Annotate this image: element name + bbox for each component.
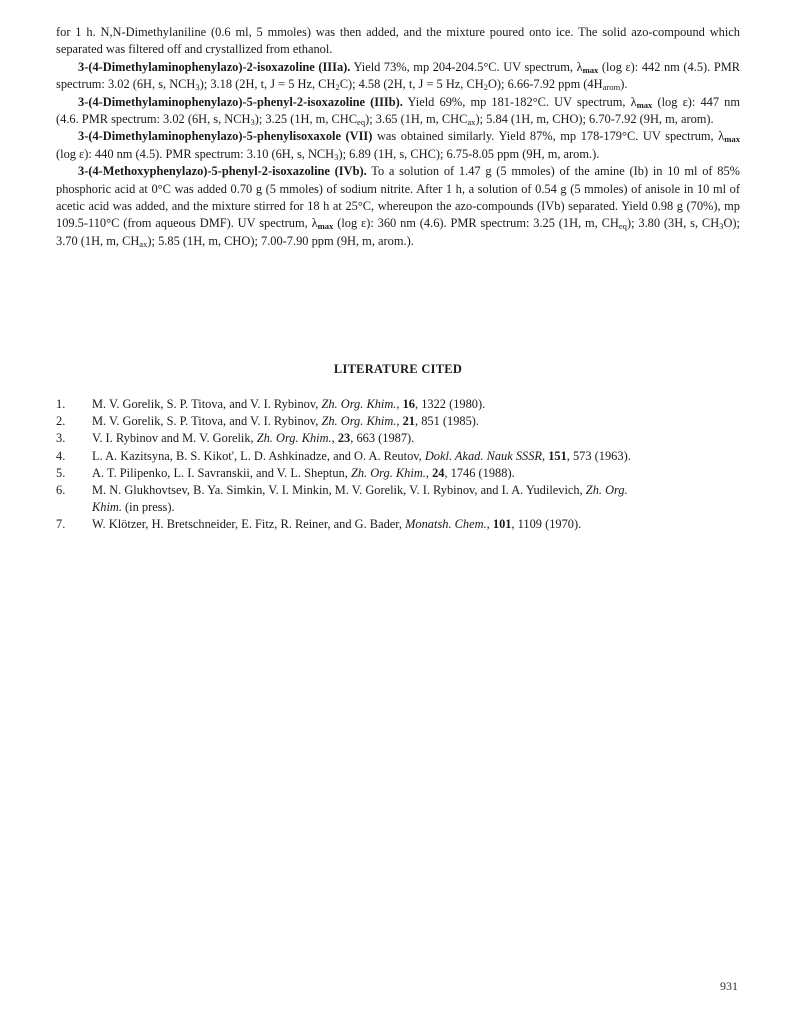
reference-item	[56, 482, 740, 516]
reference-separator: ,	[486, 517, 493, 532]
compound-ivb-paragraph	[56, 163, 740, 250]
text-segment: (log ε): 360 nm (4.6). PMR spectrum: 3.25 (1H, m, CH	[333, 216, 619, 231]
reference-pages-year: , 573 (1963).	[566, 448, 631, 463]
text-segment: Yield 69%, mp 181-182°C. UV spectrum, λ	[402, 94, 637, 109]
reference-volume: 24	[432, 465, 445, 480]
reference-text	[92, 413, 740, 430]
text-segment: (log ε): 440 nm (4.5). PMR spectrum: 3.10 (6H, s, NCH	[56, 146, 335, 161]
reference-journal: Zh. Org. Khim.	[321, 414, 397, 429]
reference-text	[92, 465, 740, 482]
page-body	[56, 24, 741, 532]
compound-ivb-title: 3-(4-Methoxyphenylazo)-5-phenyl-2-isoxazoline (IVb).	[78, 164, 367, 179]
reference-authors: W. Klötzer, H. Bretschneider, E. Fitz, R. Reiner, and G. Bader,	[92, 517, 406, 532]
reference-journal: Zh. Org. Khim.	[350, 465, 426, 480]
reference-authors: V. I. Rybinov and M. V. Gorelik,	[92, 431, 257, 446]
text-segment: ).	[620, 77, 628, 92]
reference-separator: ,	[425, 465, 433, 480]
literature-heading: LITERATURE CITED	[333, 362, 463, 376]
reference-row	[56, 516, 740, 533]
reference-text	[92, 396, 740, 413]
reference-separator: ,	[541, 448, 549, 463]
subscript: eq	[618, 221, 627, 232]
reference-journal: Zh. Org.	[585, 483, 628, 498]
reference-item	[56, 448, 740, 465]
text-segment: C); 4.58 (2H, t, J = 5 Hz, CH	[339, 77, 484, 92]
reference-item	[56, 465, 740, 482]
subscript: ax	[467, 117, 476, 128]
reference-number: 2.	[56, 414, 66, 429]
subscript: max	[317, 221, 334, 232]
subscript: arom	[602, 82, 621, 93]
reference-separator: ,	[331, 431, 338, 446]
reference-number: 4.	[56, 448, 66, 463]
reference-volume: 16	[402, 397, 415, 411]
intro-text: for 1 h. N,N-Dimethylaniline (0.6 ml, 5 mmoles) was then added, and the mixture poured onto ice. The solid azo-compound which separated was filtered off and crystallized from ethanol.	[56, 25, 740, 57]
text-segment: ); 3.80 (3H, s, CH	[626, 216, 720, 231]
subscript: max	[636, 99, 653, 110]
reference-journal: Zh. Org. Khim.	[256, 431, 332, 446]
subscript: 3	[195, 82, 200, 93]
reference-text	[92, 430, 740, 447]
text-segment: To a solution of 1.47 g (5 mmoles) of the amine (Ib) in 10 ml of 85% phosphoric acid at 0°C was added 0.70 g (5 mmoles) of sodium nitrite. After 1 h, a solution of 0.54 g (5 mmoles) of anisole in 10 ml of acetic acid was added, and the mixture stirred for 18 h at 25°C, whereupon the azo-compounds (IVb) separated. Yield 0.98 g (70%), mp 109.5-110°C (from aqueous DMF). UV spectrum, λ	[56, 164, 741, 231]
reference-list	[56, 396, 740, 534]
reference-continuation	[56, 499, 740, 516]
reference-volume: 21	[402, 414, 415, 429]
text-segment: (log ε): 447 nm (4.6. PMR spectrum: 3.02 (6H, s, NCH	[56, 94, 741, 127]
reference-row	[56, 430, 740, 447]
reference-journal: Dokl. Akad. Nauk SSSR	[424, 448, 542, 463]
intro-paragraph	[56, 24, 740, 59]
text-segment: Yield 73%, mp 204-204.5°C. UV spectrum, λ	[350, 59, 583, 74]
subscript: max	[582, 64, 599, 75]
subscript: eq	[357, 117, 366, 128]
text-segment: ); 3.65 (1H, m, CHC	[365, 112, 468, 127]
subscript: 3	[334, 151, 339, 162]
subscript: 3	[250, 117, 255, 128]
compound-iiia-title: 3-(4-Dimethylaminophenylazo)-2-isoxazoline (IIIa).	[78, 59, 351, 74]
reference-pages-year: , 1109 (1970).	[511, 517, 582, 532]
subscript: 2	[335, 82, 340, 93]
subscript: 2	[483, 82, 488, 93]
text-segment: (log ε): 442 nm (4.5). PMR spectrum: 3.02 (6H, s, NCH	[56, 59, 740, 92]
reference-number: 5.	[56, 465, 66, 480]
reference-authors: M. V. Gorelik, S. P. Titova, and V. I. Rybinov,	[92, 397, 322, 411]
reference-pages-year: , 663 (1987).	[350, 431, 415, 446]
subscript: max	[724, 134, 740, 145]
reference-authors: M. V. Gorelik, S. P. Titova, and V. I. Rybinov,	[92, 414, 322, 429]
subscript: 3	[719, 221, 724, 232]
reference-text	[92, 448, 740, 465]
reference-item	[56, 516, 740, 533]
compound-iiia-paragraph	[56, 59, 740, 94]
compound-vii-paragraph	[56, 128, 740, 163]
reference-note: (in press).	[121, 500, 175, 515]
reference-journal: Monatsh. Chem.	[405, 517, 487, 532]
text-segment: ); 3.25 (1H, m, CHC	[254, 112, 357, 127]
page-number: 931	[720, 979, 738, 993]
text-segment: ); 5.85 (1H, m, CHO); 7.00-7.90 ppm (9H, m, arom.).	[147, 233, 414, 248]
reference-volume: 151	[548, 448, 567, 463]
reference-number: 3.	[56, 431, 66, 446]
reference-volume: 101	[492, 517, 512, 532]
reference-item	[56, 413, 740, 430]
reference-pages-year: , 851 (1985).	[415, 414, 480, 429]
reference-row	[56, 465, 740, 482]
reference-item	[56, 396, 740, 413]
reference-number: 1.	[56, 397, 66, 411]
text-segment: ); 6.89 (1H, s, CHC); 6.75-8.05 ppm (9H, m, arom.).	[338, 146, 600, 161]
reference-journal: Zh. Org. Khim.	[321, 397, 397, 411]
reference-pages-year: , 1746 (1988).	[444, 465, 515, 480]
reference-text	[92, 516, 740, 533]
reference-authors: M. N. Glukhovtsev, B. Ya. Simkin, V. I. Minkin, M. V. Gorelik, V. I. Rybinov, and I. A. Yudilevich,	[92, 483, 586, 498]
subscript: ax	[139, 238, 148, 249]
text-segment: was obtained similarly. Yield 87%, mp 178-179°C. UV spectrum, λ	[372, 129, 725, 144]
compound-iiib-paragraph	[56, 94, 740, 129]
text-segment: O); 3.70 (1H, m, CH	[56, 216, 740, 248]
reference-authors: A. T. Pilipenko, L. I. Savranskii, and V. L. Sheptun,	[92, 465, 351, 480]
reference-volume: 23	[337, 431, 351, 446]
reference-number: 7.	[56, 517, 66, 532]
compound-iiib-title: 3-(4-Dimethylaminophenylazo)-5-phenyl-2-isoxazoline (IIIb).	[78, 94, 403, 109]
reference-row	[56, 413, 740, 430]
text-segment: ); 5.84 (1H, m, CHO); 6.70-7.92 (9H, m, arom).	[475, 112, 714, 127]
reference-number: 6.	[56, 483, 66, 498]
reference-text	[92, 482, 740, 499]
compound-vii-title: 3-(4-Dimethylaminophenylazo)-5-phenylisoxaxole (VII)	[78, 129, 373, 144]
text-segment: ); 3.18 (2H, t, J = 5 Hz, CH	[199, 77, 336, 92]
reference-item	[56, 430, 740, 447]
reference-row	[56, 482, 740, 499]
reference-separator: ,	[396, 414, 403, 429]
reference-row	[56, 448, 740, 465]
reference-pages-year: , 1322 (1980).	[415, 397, 486, 411]
text-segment: O); 6.66-7.92 ppm (4H	[487, 77, 603, 92]
reference-journal: Khim.	[92, 500, 122, 515]
reference-separator: ,	[396, 397, 403, 411]
reference-authors: L. A. Kazitsyna, B. S. Kikot', L. D. Ashkinadze, and O. A. Reutov,	[92, 448, 425, 463]
reference-row	[56, 396, 740, 413]
